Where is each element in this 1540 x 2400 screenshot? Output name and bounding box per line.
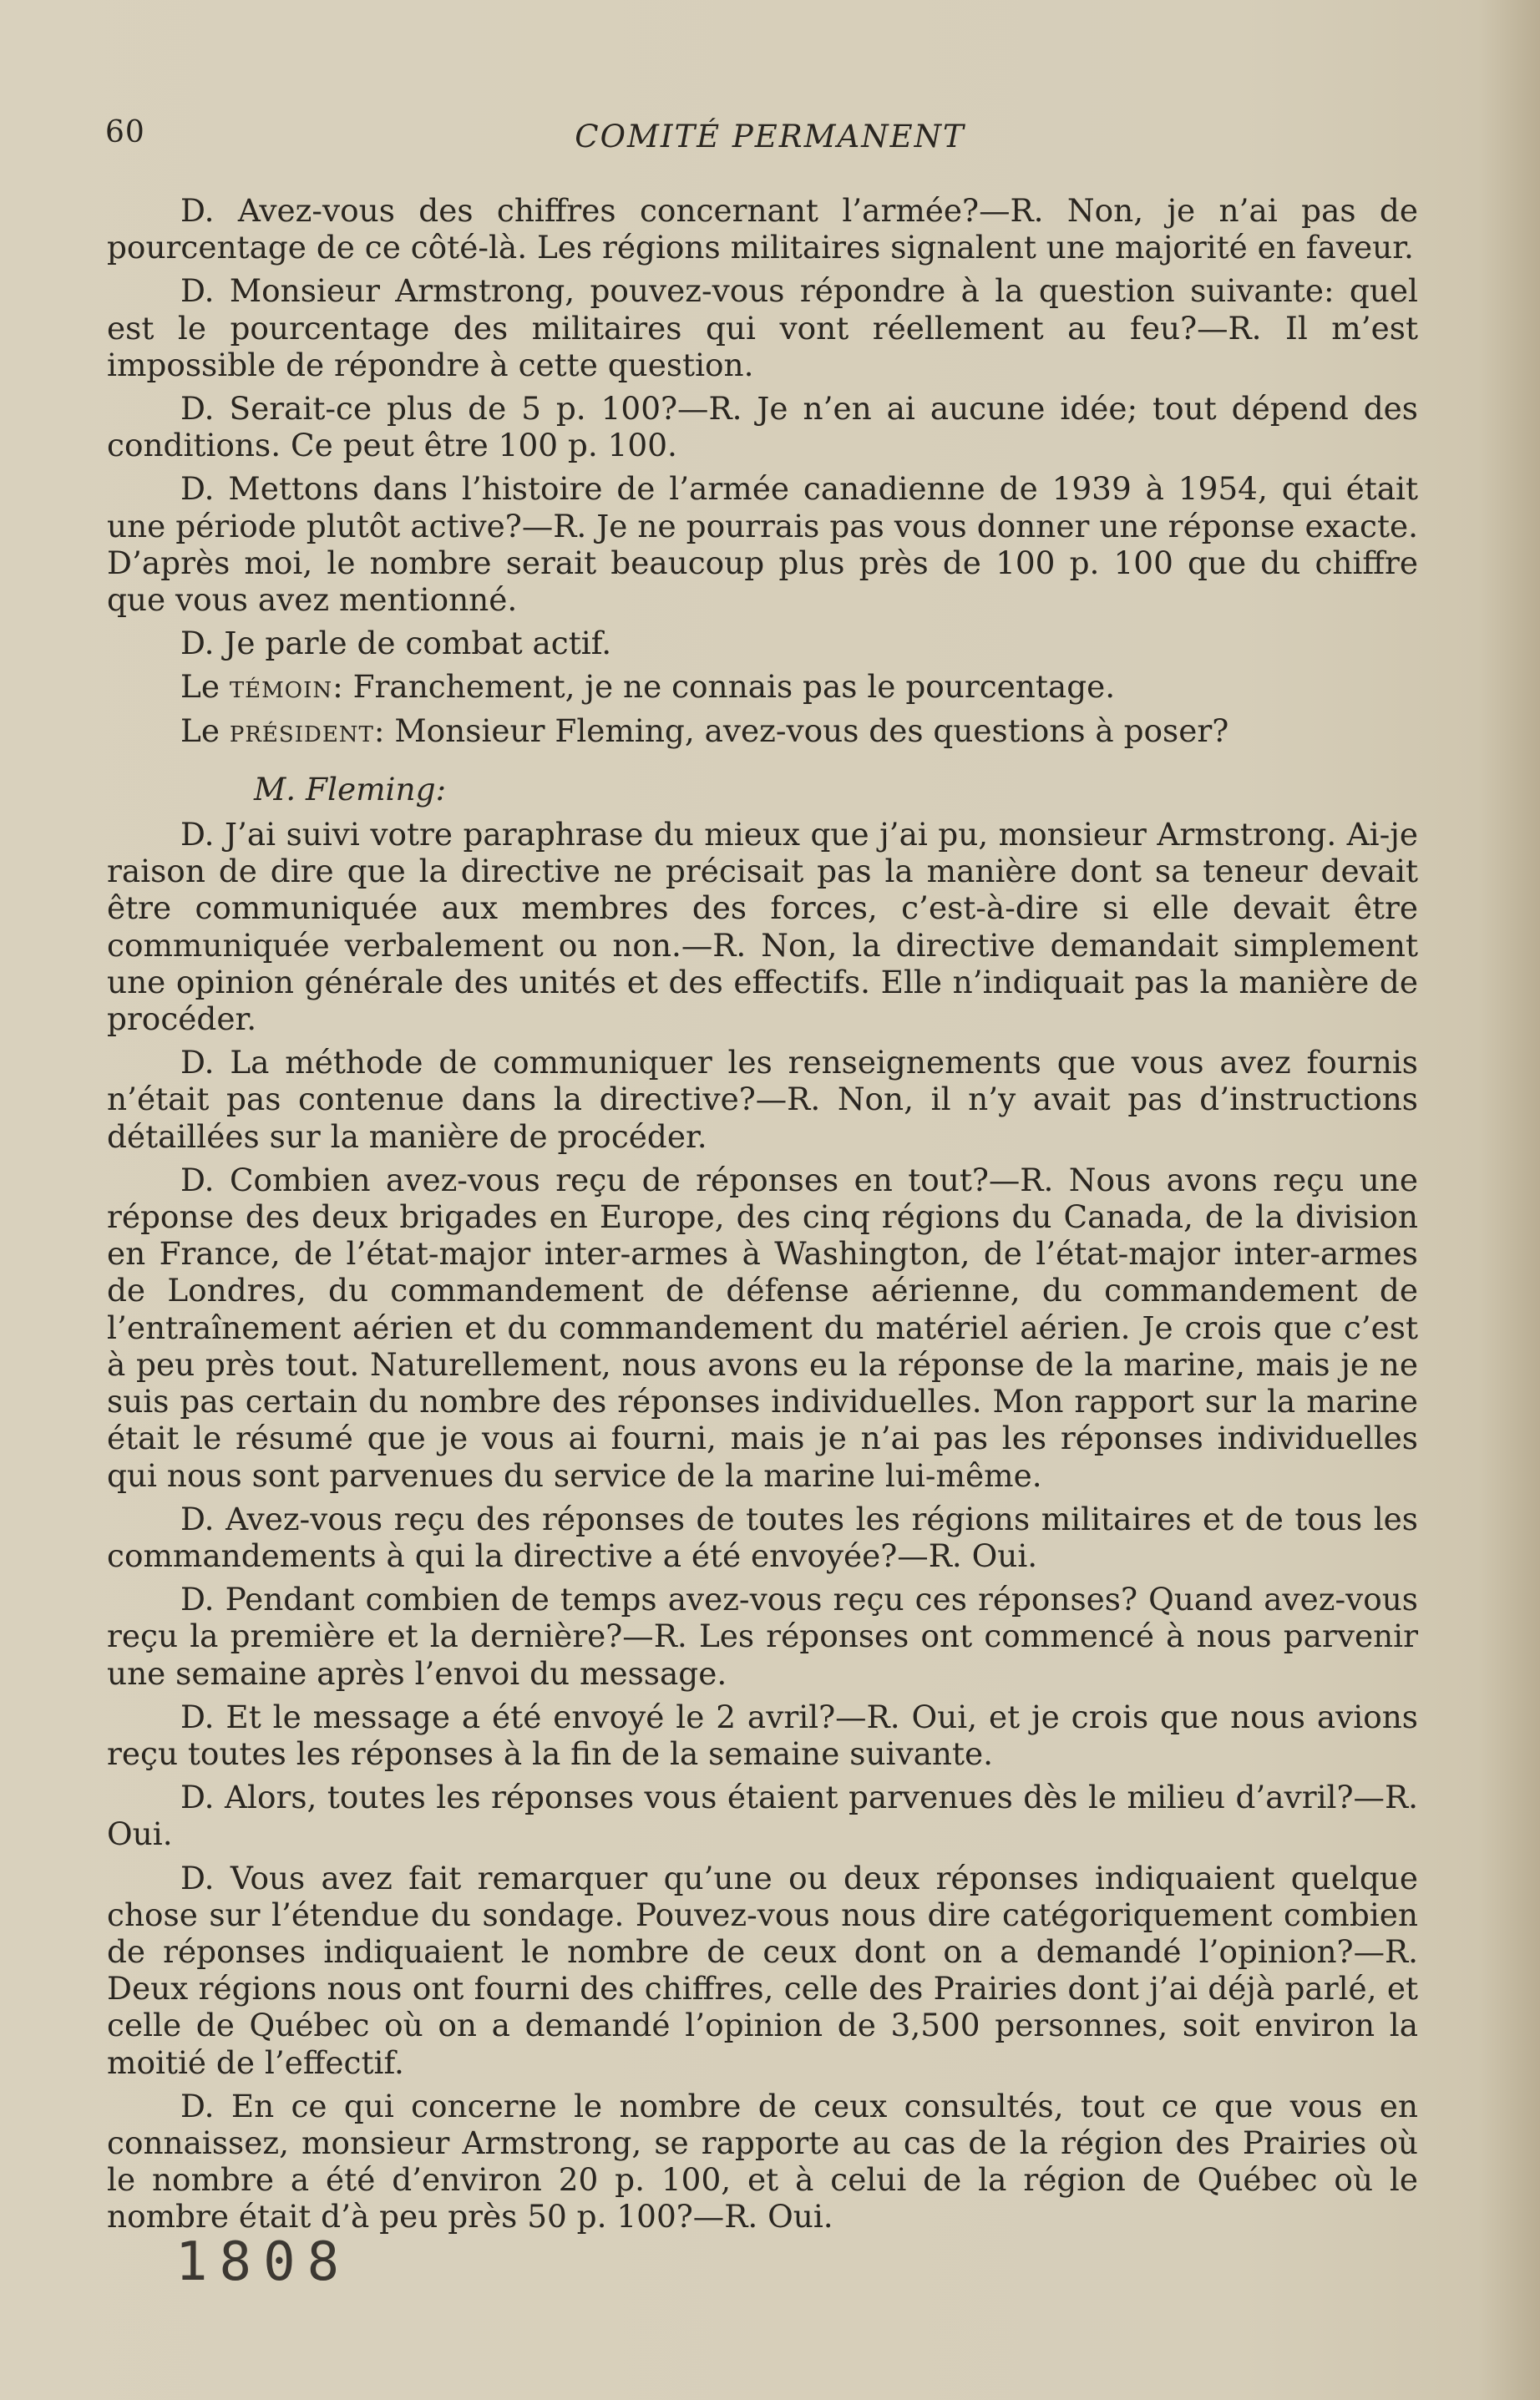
chairman-text: : Monsieur Fleming, avez-vous des questions à poser? <box>373 711 1229 749</box>
paragraph: D. En ce qui concerne le nombre de ceux consultés, tout ce que vous en connaissez, monsieur Armstrong, se rapporte au cas de la région des Prairies où le nombre a été d’environ 20 p. 100, et à celui de la région de Québec où le nombre était d’à peu près 50 p. 100?—R. Oui. <box>107 2087 1418 2235</box>
paragraph: D. Et le message a été envoyé le 2 avril?—R. Oui, et je crois que nous avions reçu toutes les réponses à la fin de la semaine suivante. <box>107 1698 1418 1772</box>
paragraph: D. Vous avez fait remarquer qu’une ou deux réponses indiquaient quelque chose sur l’étendue du sondage. Pouvez-vous nous dire catégoriquement combien de réponses indiquaient le nombre de ceux dont on a demandé l’opinion?—R. Deux régions nous ont fourni des chiffres, celle des Prairies dont j’ai déjà parlé, et celle de Québec où on a demandé l’opinion de 3,500 personnes, soit environ la moitié de l’effectif. <box>107 1859 1418 2081</box>
signature-number: 1808 <box>175 2231 352 2293</box>
paragraph: D. Monsieur Armstrong, pouvez-vous répondre à la question suivante: quel est le pourcentage des militaires qui vont réellement au feu?—R. Il m’est impossible de répondre à cette question. <box>107 272 1418 383</box>
chairman-prefix: Le <box>180 711 230 749</box>
running-head: COMITÉ PERMANENT <box>575 119 965 154</box>
paragraph: D. J’ai suivi votre paraphrase du mieux que j’ai pu, monsieur Armstrong. Ai-je raison de dire que la directive ne précisait pas la manière dont sa teneur devait être communiquée aux membres des forces, c’est-à-dire si elle devait être communiquée verbalement ou non.—R. Non, la directive demandait simplement une opinion générale des unités et des effectifs. Elle n’indiquait pas la manière de procéder. <box>107 816 1418 1038</box>
witness-text: : Franchement, je ne connais pas le pourcentage. <box>332 668 1116 706</box>
chairman-speaker: président <box>229 711 374 749</box>
paragraph: D. La méthode de communiquer les renseignements que vous avez fournis n’était pas contenue dans la directive?—R. Non, il n’y avait pas d’instructions détaillées sur la manière de procéder. <box>107 1044 1418 1155</box>
paragraph: D. Alors, toutes les réponses vous étaient parvenues dès le milieu d’avril?—R. Oui. <box>107 1779 1418 1853</box>
witness-statement <box>107 668 1418 705</box>
paragraph: D. Avez-vous des chiffres concernant l’armée?—R. Non, je n’ai pas de pourcentage de ce côté-là. Les régions militaires signalent une majorité en faveur. <box>107 192 1418 266</box>
witness-prefix: Le <box>180 668 230 706</box>
paragraph: D. Serait-ce plus de 5 p. 100?—R. Je n’en ai aucune idée; tout dépend des conditions. Ce peut être 100 p. 100. <box>107 390 1418 464</box>
paragraph: D. Je parle de combat actif. <box>180 625 612 662</box>
member-heading: M. Fleming: <box>254 770 447 808</box>
paragraph: D. Pendant combien de temps avez-vous reçu ces réponses? Quand avez-vous reçu la première et la dernière?—R. Les réponses ont commencé à nous parvenir une semaine après l’envoi du message. <box>107 1581 1418 1692</box>
paragraph: D. Avez-vous reçu des réponses de toutes les régions militaires et de tous les commandements à qui la directive a été envoyée?—R. Oui. <box>107 1500 1418 1574</box>
body-text <box>107 192 1418 2242</box>
chairman-statement <box>107 712 1418 749</box>
paragraph: D. Mettons dans l’histoire de l’armée canadienne de 1939 à 1954, qui était une période plutôt active?—R. Je ne pourrais pas vous donner une réponse exacte. D’après moi, le nombre serait beaucoup plus près de 100 p. 100 que du chiffre que vous avez mentionné. <box>107 470 1418 619</box>
page-number: 60 <box>105 115 145 149</box>
witness-speaker: témoin <box>229 668 333 706</box>
paragraph: D. Combien avez-vous reçu de réponses en tout?—R. Nous avons reçu une réponse des deux brigades en Europe, des cinq régions du Canada, de la division en France, de l’état-major inter-armes à Washington, de l’état-major inter-armes de Londres, du commandement de défense aérienne, du commandement de l’entraînement aérien et du commandement du matériel aérien. Je crois que c’est à peu près tout. Naturellement, nous avons eu la réponse de la marine, mais je ne suis pas certain du nombre des réponses individuelles. Mon rapport sur la marine était le résumé que je vous ai fourni, mais je n’ai pas les réponses individuelles qui nous sont parvenues du service de la marine lui-même. <box>107 1161 1418 1494</box>
